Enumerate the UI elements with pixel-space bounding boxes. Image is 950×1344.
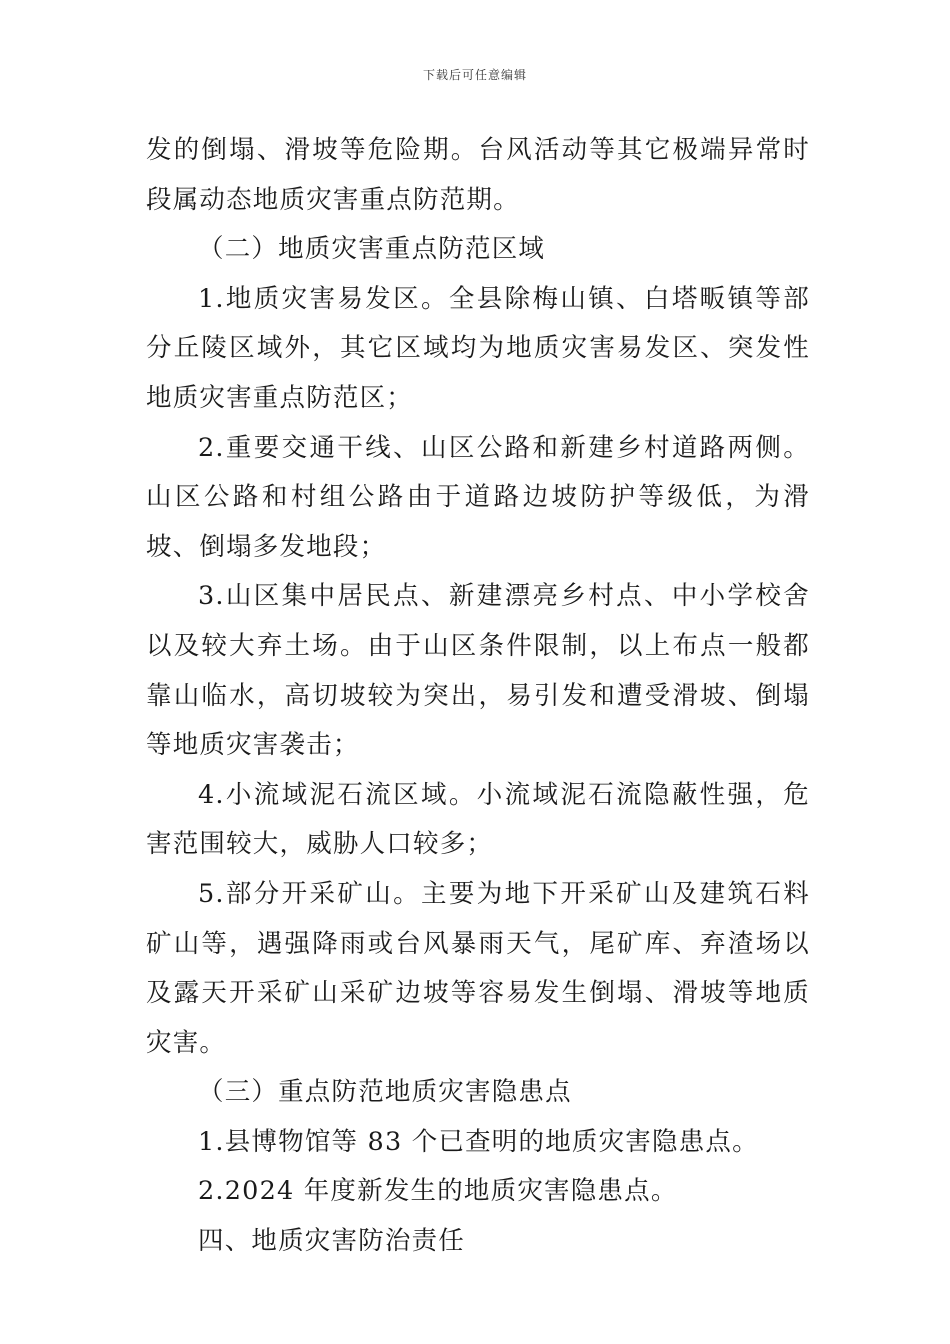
list-item: 2.重要交通干线、山区公路和新建乡村道路两侧。山区公路和村组公路由于道路边坡防护等级低，为滑坡、倒塌多发地段； <box>146 432 810 562</box>
list-item: 3.山区集中居民点、新建漂亮乡村点、中小学校舍以及较大弃土场。由于山区条件限制，以上布点一般都靠山临水，高切坡较为突出，易引发和遭受滑坡、倒塌等地质灾害袭击； <box>146 581 810 761</box>
list-item: 1.地质灾害易发区。全县除梅山镇、白塔畈镇等部分丘陵区域外，其它区域均为地质灾害易发区、突发性地质灾害重点防范区； <box>146 283 810 413</box>
list-item: 1.县博物馆等 83 个已查明的地质灾害隐患点。 <box>198 1126 759 1157</box>
document-body <box>146 126 810 1267</box>
section-heading: （二）地质灾害重点防范区域 <box>198 234 546 265</box>
list-item: 4.小流域泥石流区域。小流域泥石流隐蔽性强，危害范围较大，威胁人口较多； <box>146 779 810 860</box>
section-heading: （三）重点防范地质灾害隐患点 <box>198 1077 572 1108</box>
list-item: 5.部分开采矿山。主要为地下开采矿山及建筑石料矿山等，遇强降雨或台风暴雨天气，尾矿库、弃渣场以及露天开采矿山采矿边坡等容易发生倒塌、滑坡等地质灾害。 <box>146 878 810 1058</box>
page-header-note: 下载后可任意编辑 <box>422 68 527 82</box>
chapter-heading: 四、地质灾害防治责任 <box>198 1226 466 1257</box>
list-item: 2.2024 年度新发生的地质灾害隐患点。 <box>198 1176 678 1207</box>
paragraph: 发的倒塌、滑坡等危险期。台风活动等其它极端异常时段属动态地质灾害重点防范期。 <box>146 135 810 215</box>
